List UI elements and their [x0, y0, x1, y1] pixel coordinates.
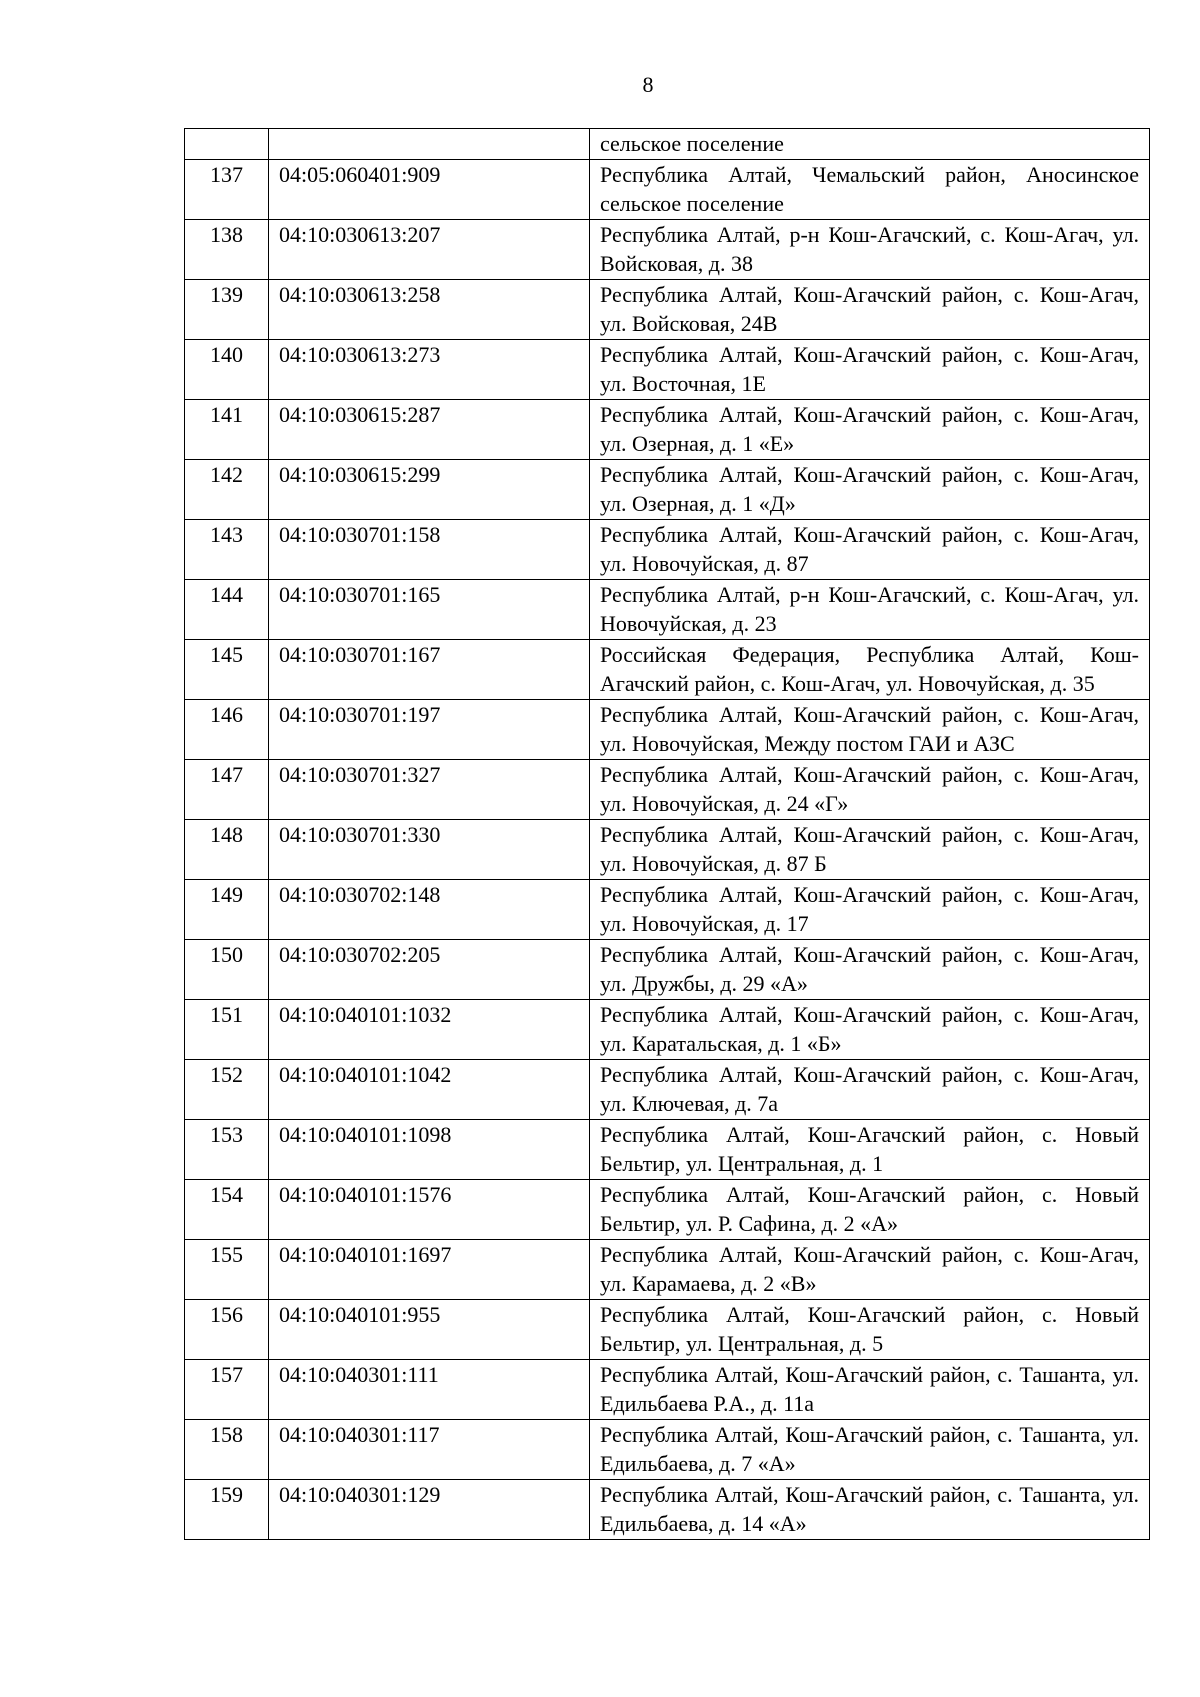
cadastral-number-cell [269, 129, 590, 160]
address-cell: Российская Федерация, Республика Алтай, Кош-Агачский район, с. Кош-Агач, ул. Новочуйская, д. 35 [590, 639, 1150, 699]
address-cell: Республика Алтай, Чемальский район, Аносинское сельское поселение [590, 159, 1150, 219]
row-number-cell: 148 [185, 819, 269, 879]
address-cell: Республика Алтай, Кош-Агачский район, с. Кош-Агач, ул. Дружбы, д. 29 «А» [590, 939, 1150, 999]
cadastral-number-cell: 04:10:030615:299 [269, 459, 590, 519]
address-cell: Республика Алтай, Кош-Агачский район, с. Кош-Агач, ул. Новочуйская, д. 87 Б [590, 819, 1150, 879]
cadastral-number-cell: 04:10:030702:148 [269, 879, 590, 939]
row-number-cell: 144 [185, 579, 269, 639]
table-row [185, 519, 1150, 579]
row-number-cell: 147 [185, 759, 269, 819]
land-plots-table-container [184, 128, 1149, 1540]
table-row [185, 579, 1150, 639]
address-cell: Республика Алтай, Кош-Агачский район, с. Кош-Агач, ул. Карамаева, д. 2 «В» [590, 1239, 1150, 1299]
row-number-cell [185, 129, 269, 160]
address-cell: Республика Алтай, Кош-Агачский район, с. Кош-Агач, ул. Озерная, д. 1 «Д» [590, 459, 1150, 519]
cadastral-number-cell: 04:10:030702:205 [269, 939, 590, 999]
address-cell: Республика Алтай, р-н Кош-Агачский, с. Кош-Агач, ул. Войсковая, д. 38 [590, 219, 1150, 279]
address-cell: Республика Алтай, Кош-Агачский район, с. Кош-Агач, ул. Новочуйская, д. 24 «Г» [590, 759, 1150, 819]
row-number-cell: 149 [185, 879, 269, 939]
table-row [185, 1119, 1150, 1179]
table-row [185, 1299, 1150, 1359]
table-row [185, 879, 1150, 939]
table-row [185, 399, 1150, 459]
row-number-cell: 158 [185, 1419, 269, 1479]
address-cell: Республика Алтай, Кош-Агачский район, с. Кош-Агач, ул. Озерная, д. 1 «Е» [590, 399, 1150, 459]
table-row [185, 279, 1150, 339]
table-row [185, 699, 1150, 759]
cadastral-number-cell: 04:10:030613:258 [269, 279, 590, 339]
table-row [185, 639, 1150, 699]
address-cell: Республика Алтай, Кош-Агачский район, с. Новый Бельтир, ул. Р. Сафина, д. 2 «А» [590, 1179, 1150, 1239]
row-number-cell: 151 [185, 999, 269, 1059]
row-number-cell: 139 [185, 279, 269, 339]
address-cell: Республика Алтай, Кош-Агачский район, с. Кош-Агач, ул. Войсковая, 24В [590, 279, 1150, 339]
cadastral-number-cell: 04:10:040101:1697 [269, 1239, 590, 1299]
cadastral-number-cell: 04:10:030701:158 [269, 519, 590, 579]
cadastral-number-cell: 04:10:040101:1032 [269, 999, 590, 1059]
row-number-cell: 155 [185, 1239, 269, 1299]
table-row [185, 1059, 1150, 1119]
address-cell: Республика Алтай, Кош-Агачский район, с. Кош-Агач, ул. Ключевая, д. 7а [590, 1059, 1150, 1119]
row-number-cell: 145 [185, 639, 269, 699]
table-row [185, 1239, 1150, 1299]
table-row [185, 939, 1150, 999]
row-number-cell: 159 [185, 1479, 269, 1539]
cadastral-number-cell: 04:10:030613:207 [269, 219, 590, 279]
cadastral-number-cell: 04:10:030701:165 [269, 579, 590, 639]
table-row [185, 459, 1150, 519]
address-cell: сельское поселение [590, 129, 1150, 160]
address-cell: Республика Алтай, Кош-Агачский район, с. Ташанта, ул. Едильбаева, д. 14 «А» [590, 1479, 1150, 1539]
row-number-cell: 152 [185, 1059, 269, 1119]
cadastral-number-cell: 04:10:040301:111 [269, 1359, 590, 1419]
address-cell: Республика Алтай, Кош-Агачский район, с. Кош-Агач, ул. Каратальская, д. 1 «Б» [590, 999, 1150, 1059]
table-row [185, 159, 1150, 219]
table-row [185, 219, 1150, 279]
row-number-cell: 140 [185, 339, 269, 399]
cadastral-number-cell: 04:05:060401:909 [269, 159, 590, 219]
table-row [185, 999, 1150, 1059]
address-cell: Республика Алтай, р-н Кош-Агачский, с. Кош-Агач, ул. Новочуйская, д. 23 [590, 579, 1150, 639]
table-row [185, 129, 1150, 160]
cadastral-number-cell: 04:10:040101:1042 [269, 1059, 590, 1119]
address-cell: Республика Алтай, Кош-Агачский район, с. Ташанта, ул. Едильбаева, д. 7 «А» [590, 1419, 1150, 1479]
address-cell: Республика Алтай, Кош-Агачский район, с. Кош-Агач, ул. Новочуйская, д. 17 [590, 879, 1150, 939]
table-row [185, 1479, 1150, 1539]
row-number-cell: 143 [185, 519, 269, 579]
row-number-cell: 137 [185, 159, 269, 219]
cadastral-number-cell: 04:10:040301:129 [269, 1479, 590, 1539]
address-cell: Республика Алтай, Кош-Агачский район, с. Новый Бельтир, ул. Центральная, д. 5 [590, 1299, 1150, 1359]
row-number-cell: 142 [185, 459, 269, 519]
cadastral-number-cell: 04:10:030701:197 [269, 699, 590, 759]
land-plots-table [184, 128, 1150, 1540]
row-number-cell: 141 [185, 399, 269, 459]
cadastral-number-cell: 04:10:040101:955 [269, 1299, 590, 1359]
address-cell: Республика Алтай, Кош-Агачский район, с. Кош-Агач, ул. Новочуйская, Между постом ГАИ и АЗС [590, 699, 1150, 759]
cadastral-number-cell: 04:10:040301:117 [269, 1419, 590, 1479]
table-row [185, 819, 1150, 879]
table-row [185, 1359, 1150, 1419]
row-number-cell: 150 [185, 939, 269, 999]
row-number-cell: 156 [185, 1299, 269, 1359]
table-row [185, 759, 1150, 819]
address-cell: Республика Алтай, Кош-Агачский район, с. Кош-Агач, ул. Новочуйская, д. 87 [590, 519, 1150, 579]
row-number-cell: 153 [185, 1119, 269, 1179]
row-number-cell: 146 [185, 699, 269, 759]
table-body [185, 129, 1150, 1540]
cadastral-number-cell: 04:10:030615:287 [269, 399, 590, 459]
cadastral-number-cell: 04:10:030613:273 [269, 339, 590, 399]
page-number: 8 [642, 72, 654, 97]
table-row [185, 1419, 1150, 1479]
cadastral-number-cell: 04:10:040101:1098 [269, 1119, 590, 1179]
cadastral-number-cell: 04:10:030701:327 [269, 759, 590, 819]
address-cell: Республика Алтай, Кош-Агачский район, с. Ташанта, ул. Едильбаева Р.А., д. 11а [590, 1359, 1150, 1419]
address-cell: Республика Алтай, Кош-Агачский район, с. Кош-Агач, ул. Восточная, 1Е [590, 339, 1150, 399]
row-number-cell: 154 [185, 1179, 269, 1239]
cadastral-number-cell: 04:10:030701:167 [269, 639, 590, 699]
cadastral-number-cell: 04:10:040101:1576 [269, 1179, 590, 1239]
table-row [185, 1179, 1150, 1239]
table-row [185, 339, 1150, 399]
row-number-cell: 157 [185, 1359, 269, 1419]
row-number-cell: 138 [185, 219, 269, 279]
cadastral-number-cell: 04:10:030701:330 [269, 819, 590, 879]
address-cell: Республика Алтай, Кош-Агачский район, с. Новый Бельтир, ул. Центральная, д. 1 [590, 1119, 1150, 1179]
